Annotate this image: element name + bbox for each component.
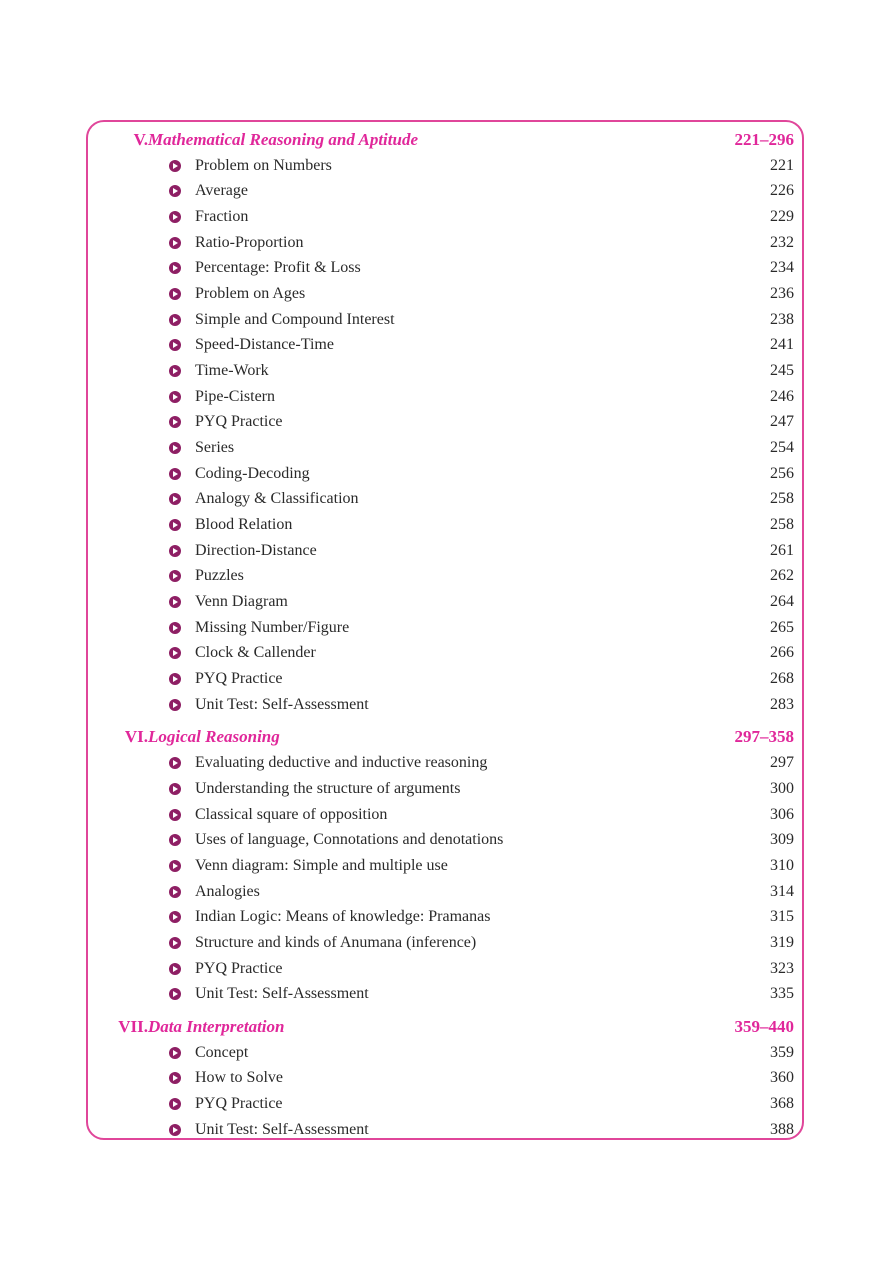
toc-entry-page: 236 <box>770 285 794 303</box>
toc-entry-page: 297 <box>770 754 794 772</box>
section-heading[interactable] <box>86 126 804 153</box>
toc-entry-label: Classical square of opposition <box>195 805 388 823</box>
toc-entry-label: Puzzles <box>195 567 244 585</box>
toc-entry-page: 265 <box>770 618 794 636</box>
bullet-arrow-icon <box>169 1098 181 1110</box>
toc-entry[interactable] <box>86 204 804 230</box>
bullet-arrow-icon <box>169 570 181 582</box>
toc-entry-page: 254 <box>770 439 794 457</box>
toc-entry[interactable] <box>86 802 804 828</box>
toc-entry[interactable] <box>86 281 804 307</box>
toc-entry-label: Time-Work <box>195 362 269 380</box>
bullet-arrow-icon <box>169 160 181 172</box>
bullet-arrow-icon <box>169 288 181 300</box>
bullet-arrow-icon <box>169 519 181 531</box>
section-title: Data Interpretation <box>148 1016 285 1036</box>
section-page-range: 221–296 <box>734 129 794 149</box>
toc-entry[interactable] <box>86 256 804 282</box>
bullet-arrow-icon <box>169 416 181 428</box>
toc-entry-page: 246 <box>770 387 794 405</box>
toc-entry[interactable] <box>86 461 804 487</box>
toc-entry[interactable] <box>86 750 804 776</box>
toc-entry-label: Unit Test: Self-Assessment <box>195 985 369 1003</box>
bullet-arrow-icon <box>169 185 181 197</box>
section-page-range: 359–440 <box>734 1016 794 1036</box>
toc-entry-label: Pipe-Cistern <box>195 387 275 405</box>
toc-entry-page: 262 <box>770 567 794 585</box>
toc-entry[interactable] <box>86 1040 804 1066</box>
toc-entry-label: Evaluating deductive and inductive reasoning <box>195 754 488 772</box>
toc-entry-label: Unit Test: Self-Assessment <box>195 695 369 713</box>
bullet-arrow-icon <box>169 339 181 351</box>
table-of-contents <box>86 126 804 1143</box>
toc-entry-label: Clock & Callender <box>195 644 316 662</box>
bullet-arrow-icon <box>169 1047 181 1059</box>
toc-entry-label: How to Solve <box>195 1069 283 1087</box>
toc-entry-page: 314 <box>770 882 794 900</box>
toc-entry-label: Speed-Distance-Time <box>195 336 334 354</box>
toc-entry[interactable] <box>86 564 804 590</box>
toc-entry-label: Simple and Compound Interest <box>195 310 395 328</box>
bullet-arrow-icon <box>169 886 181 898</box>
toc-entry[interactable] <box>86 666 804 692</box>
toc-entry-page: 221 <box>770 156 794 174</box>
toc-entry-label: Venn diagram: Simple and multiple use <box>195 856 448 874</box>
bullet-arrow-icon <box>169 911 181 923</box>
bullet-arrow-icon <box>169 834 181 846</box>
toc-entry-page: 258 <box>770 490 794 508</box>
toc-entry[interactable] <box>86 615 804 641</box>
toc-entry-page: 232 <box>770 233 794 251</box>
bullet-arrow-icon <box>169 622 181 634</box>
toc-entry[interactable] <box>86 692 804 718</box>
bullet-arrow-icon <box>169 365 181 377</box>
bullet-arrow-icon <box>169 237 181 249</box>
toc-entry[interactable] <box>86 358 804 384</box>
toc-entry-label: PYQ Practice <box>195 413 283 431</box>
toc-entry-page: 264 <box>770 592 794 610</box>
toc-entry-page: 238 <box>770 310 794 328</box>
toc-entry[interactable] <box>86 1091 804 1117</box>
toc-entry[interactable] <box>86 1066 804 1092</box>
bullet-arrow-icon <box>169 211 181 223</box>
toc-entry-page: 226 <box>770 182 794 200</box>
bullet-arrow-icon <box>169 314 181 326</box>
toc-entry-label: Ratio-Proportion <box>195 233 304 251</box>
toc-entry-page: 268 <box>770 669 794 687</box>
toc-entry-label: Indian Logic: Means of knowledge: Pramanas <box>195 908 491 926</box>
toc-entry[interactable] <box>86 512 804 538</box>
toc-entry-page: 256 <box>770 464 794 482</box>
toc-entry-label: Blood Relation <box>195 516 293 534</box>
section-numeral: V. <box>133 129 148 149</box>
toc-entry[interactable] <box>86 776 804 802</box>
toc-entry-label: Analogy & Classification <box>195 490 359 508</box>
bullet-arrow-icon <box>169 809 181 821</box>
toc-entry-label: Coding-Decoding <box>195 464 310 482</box>
toc-entry[interactable] <box>86 307 804 333</box>
toc-entry-label: Unit Test: Self-Assessment <box>195 1120 369 1138</box>
toc-entry-page: 247 <box>770 413 794 431</box>
bullet-arrow-icon <box>169 988 181 1000</box>
toc-entry-page: 359 <box>770 1043 794 1061</box>
toc-entry-label: Problem on Numbers <box>195 156 332 174</box>
toc-entry[interactable] <box>86 853 804 879</box>
section-heading[interactable] <box>86 1013 804 1040</box>
toc-entry-page: 258 <box>770 516 794 534</box>
toc-entry-page: 234 <box>770 259 794 277</box>
toc-entry-label: Analogies <box>195 882 260 900</box>
toc-entry[interactable] <box>86 179 804 205</box>
toc-entry-page: 283 <box>770 695 794 713</box>
bullet-arrow-icon <box>169 1072 181 1084</box>
toc-entry-page: 368 <box>770 1095 794 1113</box>
toc-entry[interactable] <box>86 956 804 982</box>
toc-entry[interactable] <box>86 640 804 666</box>
toc-entry-label: Structure and kinds of Anumana (inference) <box>195 933 477 951</box>
toc-entry[interactable] <box>86 230 804 256</box>
section-title: Logical Reasoning <box>148 726 280 746</box>
bullet-arrow-icon <box>169 647 181 659</box>
toc-entry-page: 310 <box>770 856 794 874</box>
toc-entry-page: 245 <box>770 362 794 380</box>
toc-entry[interactable] <box>86 879 804 905</box>
toc-entry[interactable] <box>86 410 804 436</box>
toc-entry[interactable] <box>86 384 804 410</box>
toc-entry-label: Understanding the structure of arguments <box>195 779 461 797</box>
toc-entry[interactable] <box>86 538 804 564</box>
toc-entry-label: PYQ Practice <box>195 669 283 687</box>
toc-entry[interactable] <box>86 904 804 930</box>
toc-entry-label: Venn Diagram <box>195 592 288 610</box>
toc-entry-page: 335 <box>770 985 794 1003</box>
toc-entry-page: 319 <box>770 933 794 951</box>
toc-entry-label: Concept <box>195 1043 249 1061</box>
toc-entry-label: Average <box>195 182 248 200</box>
section-heading[interactable] <box>86 723 804 750</box>
toc-entry-label: Missing Number/Figure <box>195 618 350 636</box>
toc-entry-page: 261 <box>770 541 794 559</box>
section-numeral: VII. <box>118 1016 148 1036</box>
bullet-arrow-icon <box>169 442 181 454</box>
toc-entry[interactable] <box>86 1117 804 1143</box>
toc-entry[interactable] <box>86 930 804 956</box>
bullet-arrow-icon <box>169 262 181 274</box>
bullet-arrow-icon <box>169 937 181 949</box>
section-page-range: 297–358 <box>734 726 794 746</box>
bullet-arrow-icon <box>169 673 181 685</box>
toc-entry-page: 306 <box>770 805 794 823</box>
toc-entry-label: Series <box>195 439 235 457</box>
toc-entry-label: Fraction <box>195 208 249 226</box>
toc-entry-page: 241 <box>770 336 794 354</box>
toc-entry-label: Direction-Distance <box>195 541 317 559</box>
bullet-arrow-icon <box>169 699 181 711</box>
bullet-arrow-icon <box>169 468 181 480</box>
toc-entry[interactable] <box>86 487 804 513</box>
bullet-arrow-icon <box>169 860 181 872</box>
bullet-arrow-icon <box>169 963 181 975</box>
toc-entry-label: Percentage: Profit & Loss <box>195 259 361 277</box>
toc-entry[interactable] <box>86 981 804 1007</box>
toc-entry-label: PYQ Practice <box>195 959 283 977</box>
toc-entry[interactable] <box>86 153 804 179</box>
toc-entry[interactable] <box>86 435 804 461</box>
toc-entry-page: 309 <box>770 831 794 849</box>
toc-entry-label: Uses of language, Connotations and denotations <box>195 831 504 849</box>
toc-entry-page: 229 <box>770 208 794 226</box>
toc-entry-page: 300 <box>770 779 794 797</box>
section-title: Mathematical Reasoning and Aptitude <box>148 129 418 149</box>
bullet-arrow-icon <box>169 1124 181 1136</box>
toc-entry[interactable] <box>86 333 804 359</box>
bullet-arrow-icon <box>169 545 181 557</box>
toc-entry-label: PYQ Practice <box>195 1095 283 1113</box>
bullet-arrow-icon <box>169 391 181 403</box>
toc-entry[interactable] <box>86 589 804 615</box>
bullet-arrow-icon <box>169 493 181 505</box>
toc-entry[interactable] <box>86 827 804 853</box>
toc-entry-label: Problem on Ages <box>195 285 306 303</box>
toc-entry-page: 360 <box>770 1069 794 1087</box>
toc-entry-page: 323 <box>770 959 794 977</box>
toc-entry-page: 315 <box>770 908 794 926</box>
bullet-arrow-icon <box>169 783 181 795</box>
section-numeral: VI. <box>124 726 148 746</box>
toc-entry-page: 266 <box>770 644 794 662</box>
bullet-arrow-icon <box>169 757 181 769</box>
bullet-arrow-icon <box>169 596 181 608</box>
toc-entry-page: 388 <box>770 1120 794 1138</box>
